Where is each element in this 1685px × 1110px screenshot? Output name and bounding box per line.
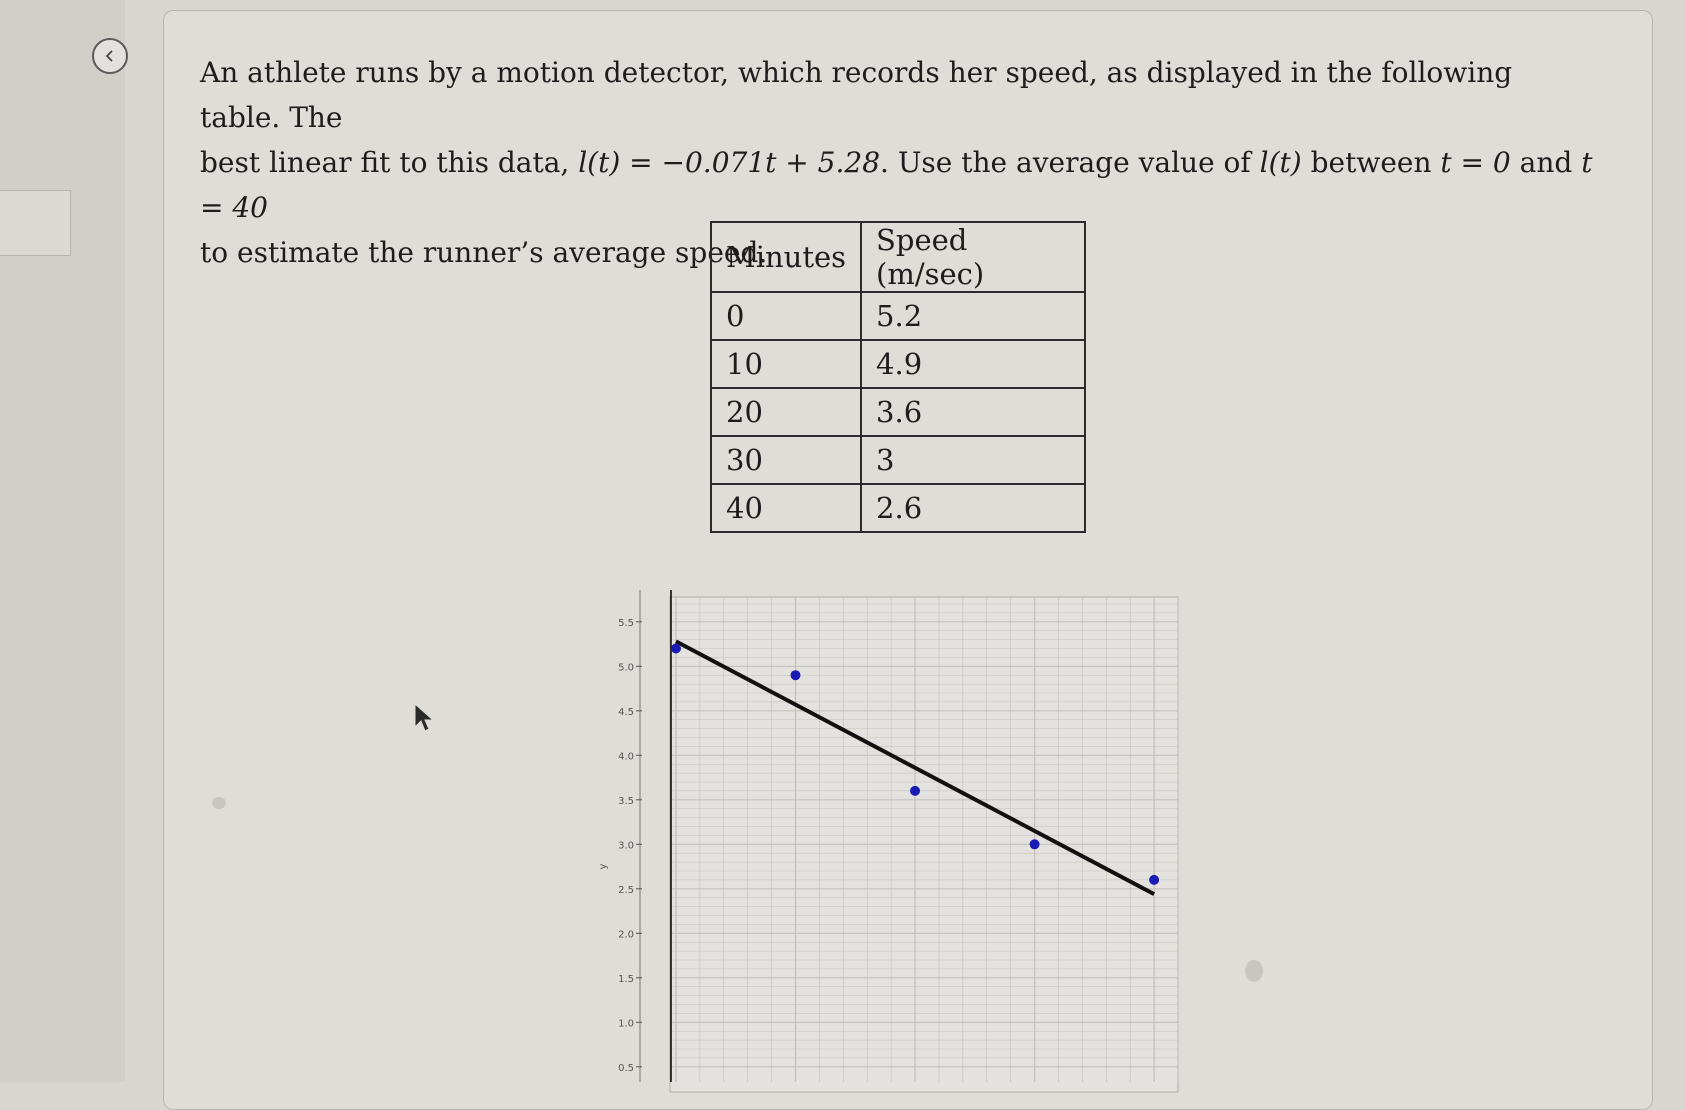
y-tick-label: 5.5 (618, 617, 634, 629)
y-tick-label: 4.0 (618, 751, 634, 763)
screen-smudge (1245, 960, 1263, 982)
y-tick-label: 2.5 (618, 884, 634, 896)
question-line-2-and: and (1510, 146, 1582, 179)
question-line-1 (200, 50, 1600, 140)
chevron-left-icon (103, 48, 117, 64)
cell-speed: 4.9 (861, 340, 1085, 388)
question-line-2-mid: . Use the average value of (880, 146, 1260, 179)
back-button[interactable] (92, 38, 128, 74)
lower-bound: t = 0 (1440, 146, 1511, 179)
cell-speed: 3.6 (861, 388, 1085, 436)
question-line-1-text: An athlete runs by a motion detector, which records her speed, as displayed in the following table. The (200, 56, 1513, 134)
header-minutes: Minutes (711, 222, 861, 292)
plot-grid (670, 597, 1178, 1092)
table-row (711, 436, 1085, 484)
cell-minutes: 20 (711, 388, 861, 436)
y-tick-label: 5.0 (618, 662, 634, 674)
cell-speed: 5.2 (861, 292, 1085, 340)
table-header-row (711, 222, 1085, 292)
y-tick-label: 1.0 (618, 1018, 634, 1030)
question-line-2 (200, 140, 1600, 230)
y-axis-ticks (598, 618, 642, 1074)
table-row (711, 340, 1085, 388)
y-tick-label: 3.0 (618, 840, 634, 852)
upper-bound: t = 40 (200, 146, 1593, 224)
question-line-2-between: between (1301, 146, 1441, 179)
linear-fit-formula: l(t) = −0.071t + 5.28 (578, 146, 881, 179)
y-axis-label: y (598, 863, 609, 870)
screen-smudge (212, 797, 226, 809)
table-row (711, 484, 1085, 532)
y-tick-label: 2.0 (618, 929, 634, 941)
data-point (791, 670, 801, 680)
data-point (1030, 839, 1040, 849)
data-point (910, 786, 920, 796)
speed-table (710, 221, 1086, 533)
table-row (711, 388, 1085, 436)
question-line-2-pre: best linear fit to this data, (200, 146, 579, 179)
plot-axes (640, 590, 671, 1082)
data-point (671, 644, 681, 654)
question-line-3-text: to estimate the runner’s average speed. (200, 236, 768, 269)
cell-minutes: 10 (711, 340, 861, 388)
cell-minutes: 0 (711, 292, 861, 340)
side-panel-box (0, 190, 71, 256)
cell-minutes: 30 (711, 436, 861, 484)
header-speed: Speed (m/sec) (861, 222, 1085, 292)
mouse-cursor-icon (413, 703, 435, 733)
y-tick-label: 3.5 (618, 795, 634, 807)
table-row (711, 292, 1085, 340)
y-tick-label: 4.5 (618, 706, 634, 718)
data-point (1149, 875, 1159, 885)
function-name: l(t) (1259, 146, 1302, 179)
cell-minutes: 40 (711, 484, 861, 532)
y-tick-label: 0.5 (618, 1062, 634, 1074)
scatter-plot (600, 590, 1190, 1082)
left-panel (0, 0, 125, 1082)
y-tick-label: 1.5 (618, 973, 634, 985)
cell-speed: 2.6 (861, 484, 1085, 532)
cell-speed: 3 (861, 436, 1085, 484)
